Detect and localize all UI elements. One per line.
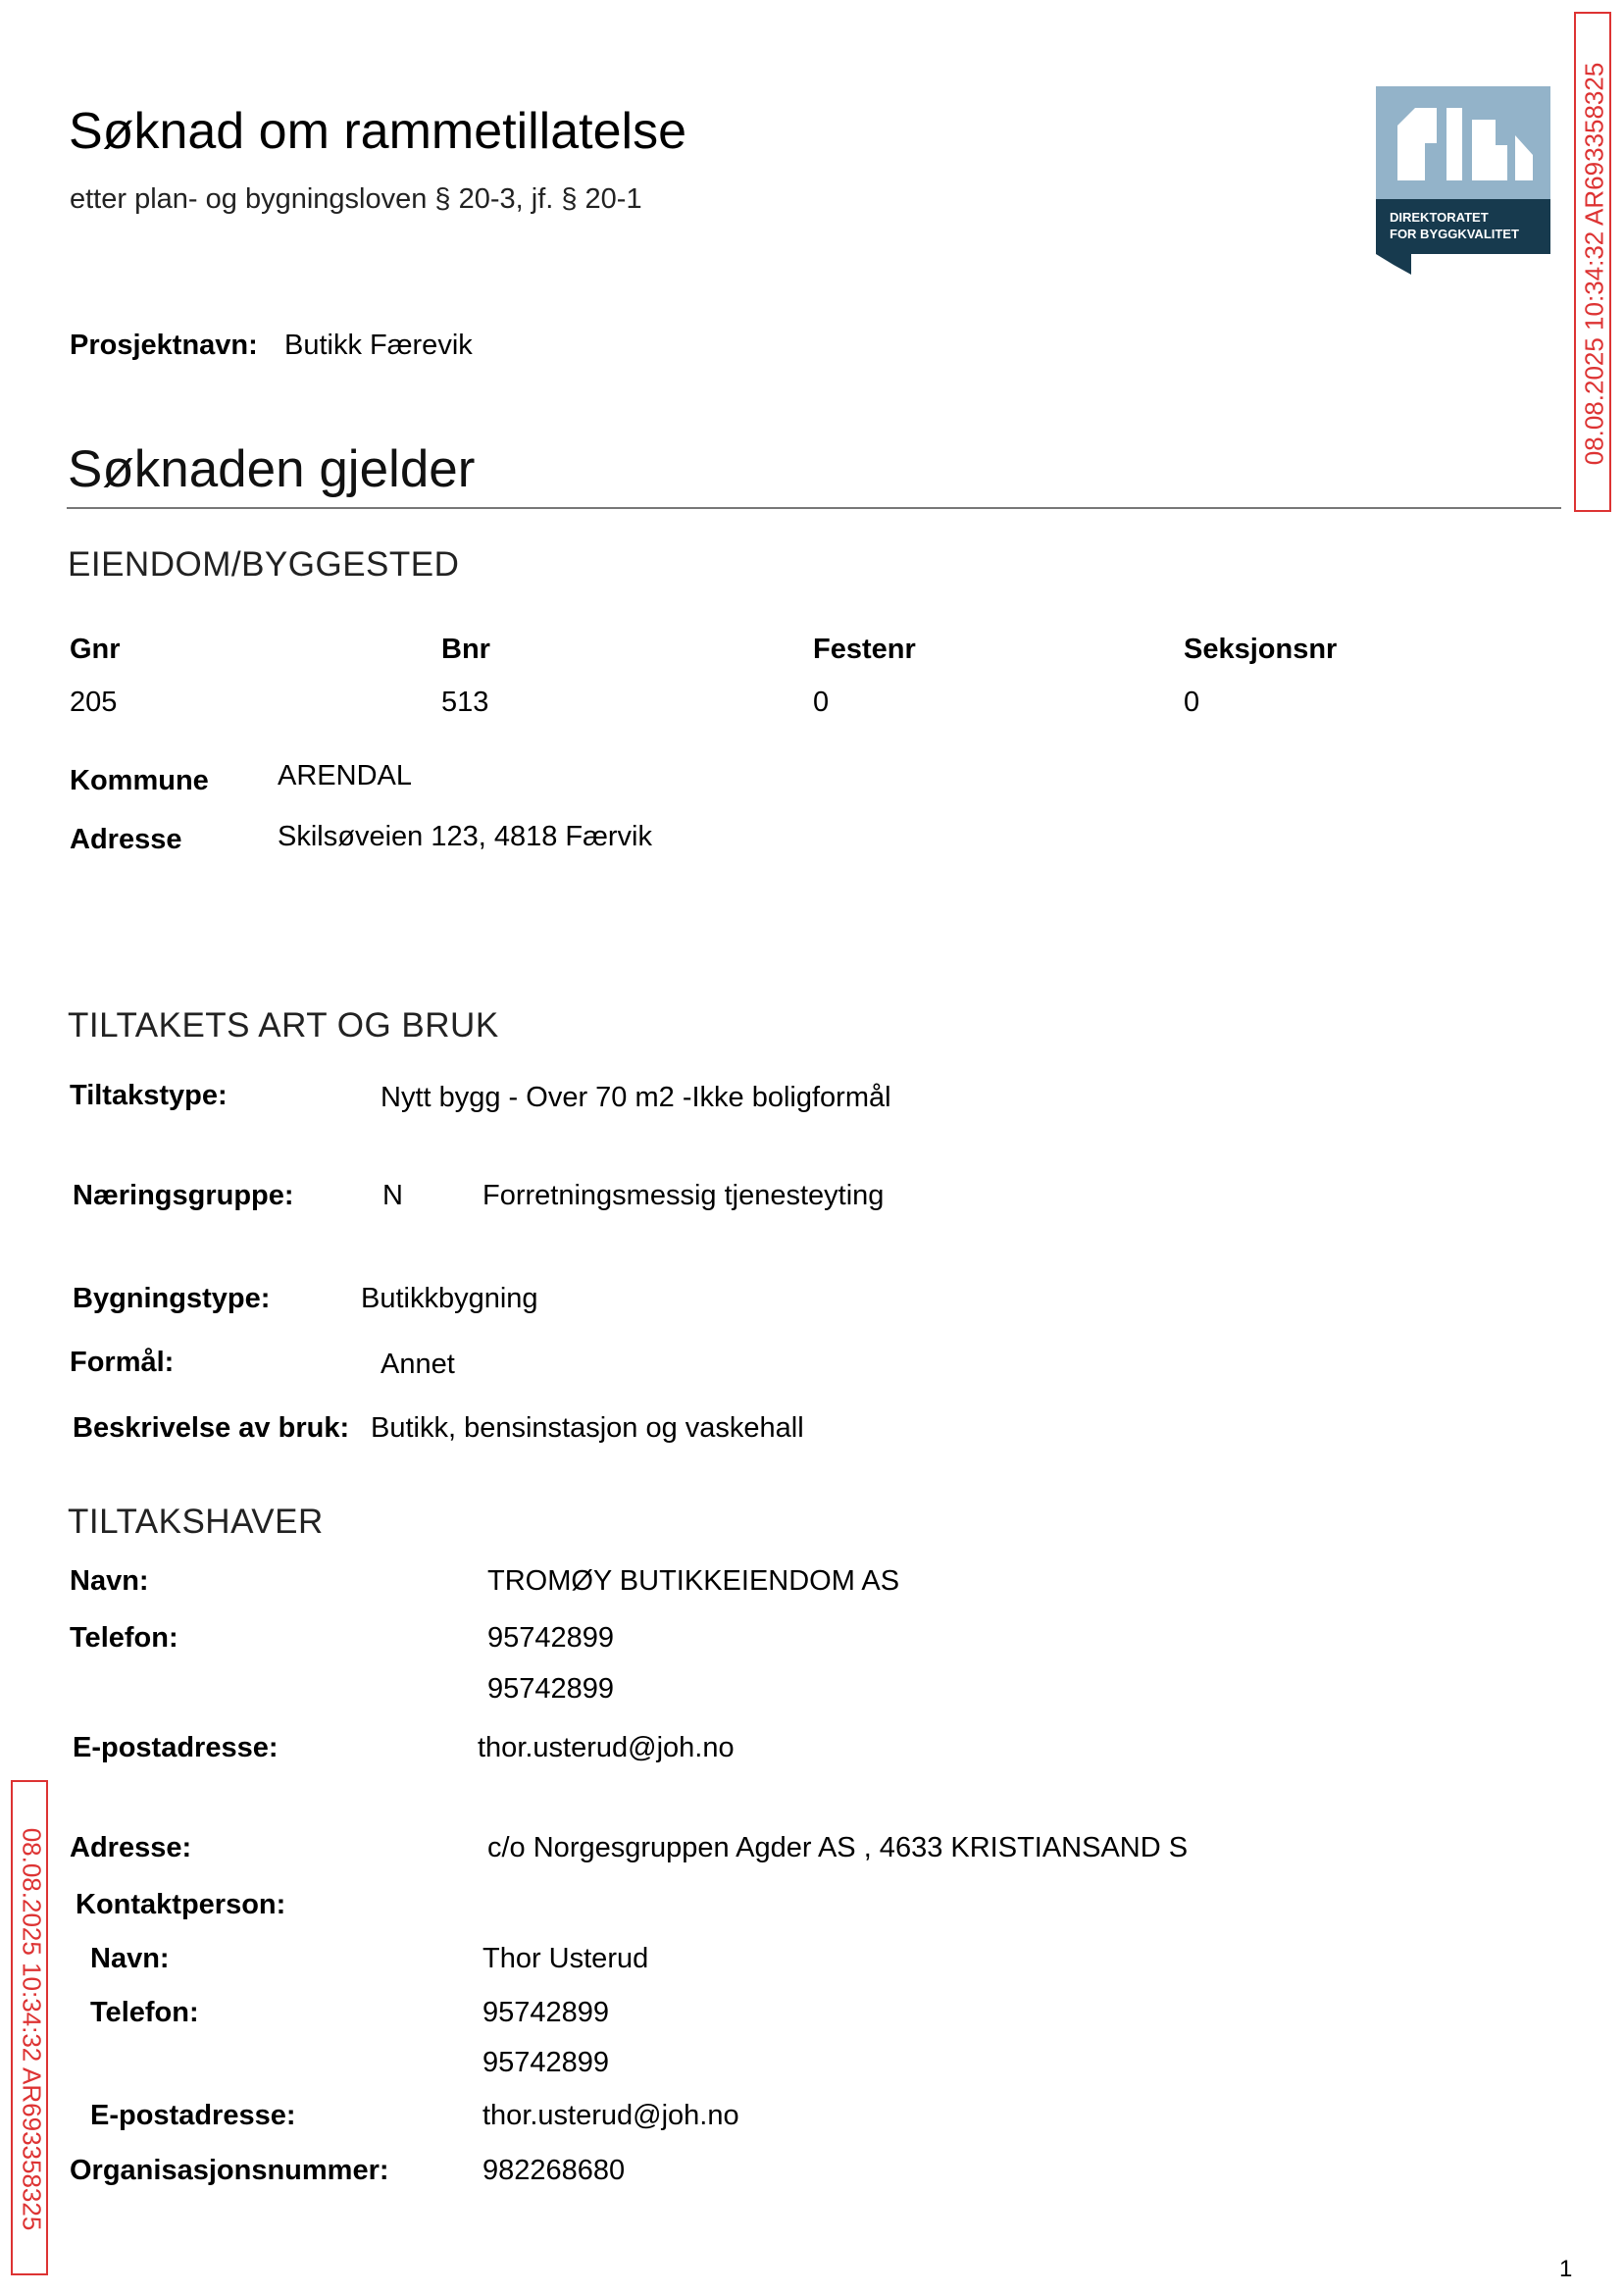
document-subtitle: etter plan- og bygningsloven § 20-3, jf. § 20-1 — [70, 183, 642, 215]
seksjonsnr-value: 0 — [1184, 687, 1200, 718]
project-value: Butikk Færevik — [284, 330, 473, 361]
tiltakshaver-heading: TILTAKSHAVER — [68, 1503, 324, 1541]
naeringsgruppe-code: N — [382, 1180, 403, 1211]
bnr-value: 513 — [441, 687, 489, 718]
kontakt-telefon-value-2: 95742899 — [482, 2047, 610, 2078]
kontakt-telefon-label: Telefon: — [90, 1997, 199, 2028]
tiltakshaver-adresse-value: c/o Norgesgruppen Agder AS , 4633 KRISTIANSAND S — [487, 1832, 1189, 1863]
kontakt-epost-value: thor.usterud@joh.no — [482, 2100, 739, 2131]
festenr-label: Festenr — [813, 634, 916, 665]
festenr-value: 0 — [813, 687, 830, 718]
tiltak-heading: TILTAKETS ART OG BRUK — [68, 1006, 499, 1045]
kontakt-navn-value: Thor Usterud — [482, 1943, 649, 1974]
section-divider — [67, 507, 1561, 509]
kontaktperson-label: Kontaktperson: — [76, 1889, 286, 1920]
tiltakshaver-navn-label: Navn: — [70, 1565, 149, 1597]
formal-value: Annet — [381, 1349, 455, 1380]
logo-text-line1: DIREKTORATET — [1390, 210, 1489, 225]
adresse-label: Adresse — [70, 824, 182, 855]
kommune-value: ARENDAL — [278, 760, 412, 791]
orgnr-label: Organisasjonsnummer: — [70, 2155, 389, 2186]
naeringsgruppe-value: Forretningsmessig tjenesteyting — [482, 1180, 885, 1211]
tiltakstype-value: Nytt bygg - Over 70 m2 -Ikke boligformål — [381, 1082, 891, 1113]
beskrivelse-label: Beskrivelse av bruk: — [73, 1412, 350, 1444]
gnr-value: 205 — [70, 687, 118, 718]
naeringsgruppe-label: Næringsgruppe: — [73, 1180, 294, 1211]
property-heading: EIENDOM/BYGGESTED — [68, 545, 460, 584]
page-number: 1 — [1559, 2256, 1573, 2282]
timestamp-stamp-bottom — [11, 1780, 48, 2275]
section-title: Søknaden gjelder — [68, 440, 476, 498]
tiltakshaver-telefon-value-2: 95742899 — [487, 1673, 615, 1705]
orgnr-value: 982268680 — [482, 2155, 626, 2186]
beskrivelse-value: Butikk, bensinstasjon og vaskehall — [371, 1412, 804, 1444]
gnr-label: Gnr — [70, 634, 121, 665]
dibk-logo — [1376, 86, 1550, 275]
kontakt-telefon-value-1: 95742899 — [482, 1997, 610, 2028]
seksjonsnr-label: Seksjonsnr — [1184, 634, 1338, 665]
tiltakshaver-epost-value: thor.usterud@joh.no — [478, 1732, 735, 1763]
document-title: Søknad om rammetillatelse — [69, 103, 686, 160]
bygningstype-value: Butikkbygning — [361, 1283, 538, 1314]
kommune-label: Kommune — [70, 765, 209, 796]
tiltakshaver-telefon-value-1: 95742899 — [487, 1622, 615, 1654]
bnr-label: Bnr — [441, 634, 490, 665]
tiltakstype-label: Tiltakstype: — [70, 1080, 228, 1111]
bygningstype-label: Bygningstype: — [73, 1283, 271, 1314]
adresse-value: Skilsøveien 123, 4818 Færvik — [278, 821, 652, 852]
timestamp-stamp-text: 08.08.2025 10:34:32 AR693358325 — [1579, 62, 1609, 466]
project-label: Prosjektnavn: — [70, 330, 258, 361]
dibk-logo-graphic — [1376, 86, 1550, 275]
tiltakshaver-telefon-label: Telefon: — [70, 1622, 178, 1654]
tiltakshaver-navn-value: TROMØY BUTIKKEIENDOM AS — [487, 1565, 900, 1597]
logo-text-line2: FOR BYGGKVALITET — [1390, 227, 1519, 241]
tiltakshaver-adresse-label: Adresse: — [70, 1832, 192, 1863]
timestamp-stamp-text: 08.08.2025 10:34:32 AR693358325 — [17, 1827, 47, 2231]
kontakt-epost-label: E-postadresse: — [90, 2100, 296, 2131]
formal-label: Formål: — [70, 1347, 175, 1378]
kontakt-navn-label: Navn: — [90, 1943, 170, 1974]
timestamp-stamp-top — [1574, 12, 1611, 512]
tiltakshaver-epost-label: E-postadresse: — [73, 1732, 279, 1763]
